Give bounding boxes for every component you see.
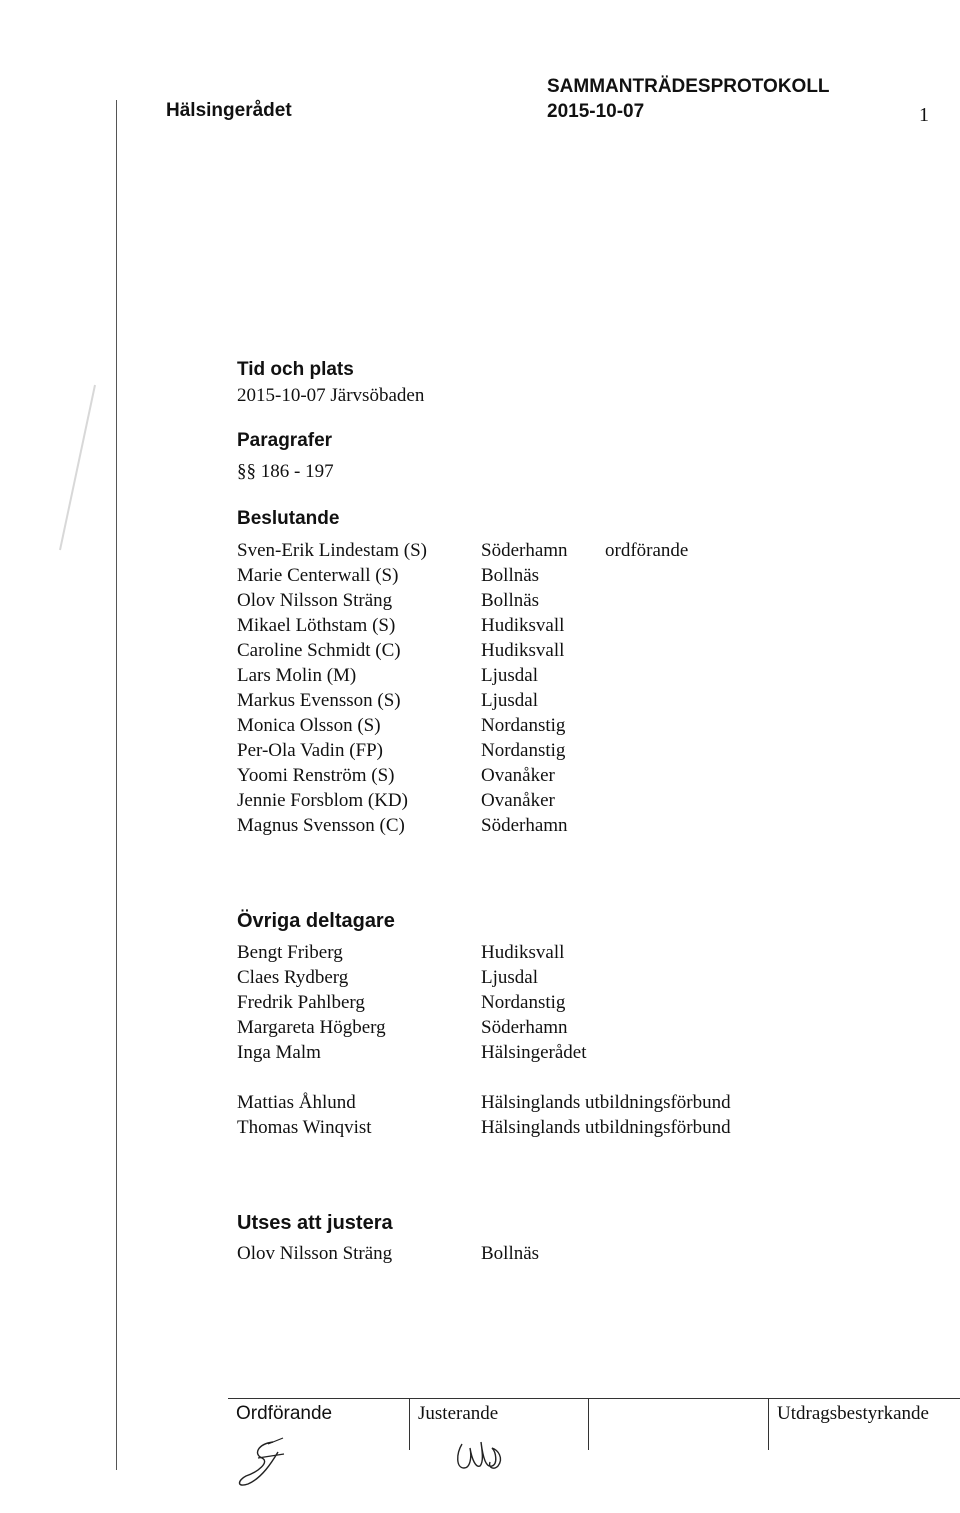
adjust-name: Olov Nilsson Sträng: [237, 1243, 393, 1264]
deciding-member-municipality: Ljusdal: [481, 665, 538, 686]
document-date: 2015-10-07: [547, 101, 645, 122]
page-number: 1: [919, 104, 929, 126]
deciding-member-municipality: Ovanåker: [481, 790, 555, 811]
others-orgs-group1: [481, 940, 587, 1065]
deciding-member-name: Olov Nilsson Sträng: [237, 590, 393, 611]
chair-signature-label: Ordförande: [236, 1403, 333, 1424]
footer-divider: [409, 1398, 410, 1450]
time-place-value: 2015-10-07 Järvsöbaden: [237, 385, 425, 406]
participant-name: Claes Rydberg: [237, 967, 349, 988]
participant-org: Ljusdal: [481, 967, 538, 988]
adjuster-signature-label: Justerande: [418, 1403, 499, 1424]
others-names-group1: [237, 940, 386, 1065]
participant-org: Nordanstig: [481, 992, 566, 1013]
deciding-member-name: Per-Ola Vadin (FP): [237, 740, 383, 761]
deciding-member-name: Lars Molin (M): [237, 665, 357, 686]
chair-role: ordförande: [605, 540, 689, 561]
document-type: SAMMANTRÄDESPROTOKOLL: [547, 76, 830, 97]
participant-name: Bengt Friberg: [237, 942, 343, 963]
left-margin-rule: [116, 100, 117, 1470]
deciding-names: [237, 538, 427, 838]
participant-name: Mattias Åhlund: [237, 1092, 356, 1113]
footer-divider: [588, 1398, 589, 1450]
extract-signature-label: Utdragsbestyrkande: [777, 1403, 929, 1424]
time-place-title: Tid och plats: [237, 359, 354, 380]
deciding-member-name: Mikael Löthstam (S): [237, 615, 396, 636]
deciding-member-municipality: Nordanstig: [481, 740, 566, 761]
deciding-member-municipality: Söderhamn: [481, 540, 568, 561]
deciding-member-name: Markus Evensson (S): [237, 690, 401, 711]
deciding-member-municipality: Hudiksvall: [481, 615, 565, 636]
chair-signature: [228, 1432, 308, 1492]
others-title: Övriga deltagare: [237, 910, 395, 932]
deciding-title: Beslutande: [237, 508, 340, 529]
participant-name: Fredrik Pahlberg: [237, 992, 365, 1013]
deciding-member-municipality: Hudiksvall: [481, 640, 565, 661]
adjuster-signature: [448, 1432, 518, 1482]
participant-org: Söderhamn: [481, 1017, 568, 1038]
deciding-member-municipality: Bollnäs: [481, 590, 540, 611]
deciding-member-name: Marie Centerwall (S): [237, 565, 399, 586]
participant-name: Thomas Winqvist: [237, 1117, 372, 1138]
deciding-member-municipality: Nordanstig: [481, 715, 566, 736]
deciding-member-name: Magnus Svensson (C): [237, 815, 405, 836]
participant-name: Inga Malm: [237, 1042, 321, 1063]
deciding-member-name: Jennie Forsblom (KD): [237, 790, 408, 811]
participant-org: Hälsingerådet: [481, 1042, 587, 1063]
deciding-member-municipality: Bollnäs: [481, 565, 540, 586]
paragraphs-title: Paragrafer: [237, 430, 333, 451]
deciding-member-name: Yoomi Renström (S): [237, 765, 395, 786]
deciding-member-municipality: Ljusdal: [481, 690, 538, 711]
paragraphs-value: §§ 186 - 197: [237, 461, 334, 482]
deciding-member-name: Caroline Schmidt (C): [237, 640, 401, 661]
deciding-municipalities: [481, 538, 568, 838]
scan-artifact: [40, 380, 100, 560]
organization-name: Hälsingerådet: [166, 100, 292, 121]
adjust-municipality: Bollnäs: [481, 1243, 540, 1264]
participant-org: Hudiksvall: [481, 942, 565, 963]
footer-top-rule: [228, 1398, 960, 1399]
deciding-member-name: Monica Olsson (S): [237, 715, 381, 736]
others-names-group2: [237, 1090, 372, 1140]
others-orgs-group2: [481, 1090, 731, 1140]
participant-org: Hälsinglands utbildningsförbund: [481, 1117, 731, 1138]
deciding-member-municipality: Söderhamn: [481, 815, 568, 836]
footer-divider: [768, 1398, 769, 1450]
adjust-title: Utses att justera: [237, 1212, 393, 1234]
deciding-member-municipality: Ovanåker: [481, 765, 555, 786]
participant-org: Hälsinglands utbildningsförbund: [481, 1092, 731, 1113]
deciding-member-name: Sven-Erik Lindestam (S): [237, 540, 427, 561]
participant-name: Margareta Högberg: [237, 1017, 386, 1038]
